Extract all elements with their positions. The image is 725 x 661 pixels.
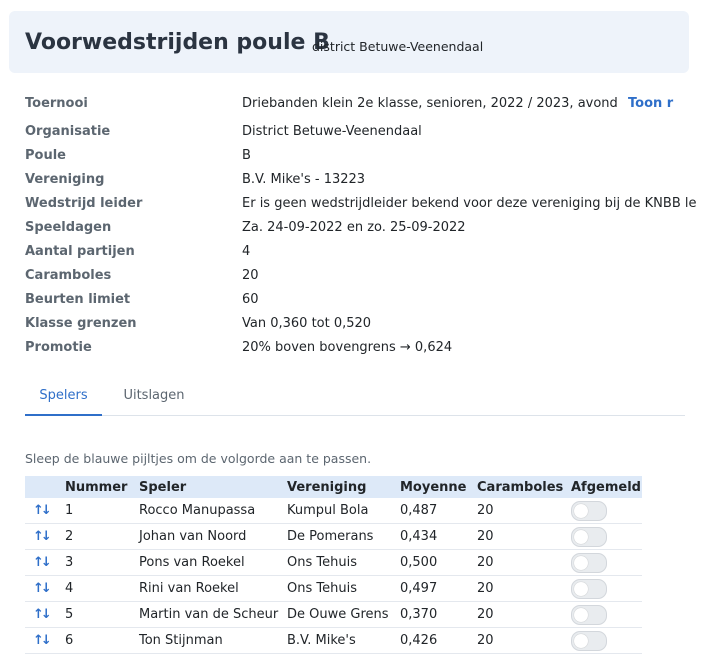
info-row-wedstrijdleider [25,196,725,216]
table-row [25,576,642,602]
column-header-vereniging[interactable]: Vereniging [283,476,396,498]
cell-vereniging: Kumpul Bola [283,498,396,524]
afgemeld-toggle[interactable] [571,501,607,521]
cell-nummer: 2 [61,524,135,550]
drag-hint: Sleep de blauwe pijltjes om de volgorde aan te passen. [25,451,372,466]
sort-arrows-icon[interactable]: ↑↓ [33,503,49,518]
info-value: 60 [242,292,259,307]
table-header-row [25,476,642,498]
page-header [9,11,689,73]
cell-moyenne: 0,434 [396,524,473,550]
table-row [25,628,642,654]
cell-caramboles: 20 [473,576,567,602]
cell-vereniging: De Ouwe Grens [283,602,396,628]
sort-arrows-icon[interactable]: ↑↓ [33,633,49,648]
info-label: Speeldagen [25,220,112,235]
tab-uitslagen[interactable]: Uitslagen [123,388,185,403]
cell-moyenne: 0,487 [396,498,473,524]
info-row-caramboles [25,268,725,288]
toggle-knob [574,556,588,570]
info-row-organisatie [25,124,725,144]
sort-arrows-icon[interactable]: ↑↓ [33,581,49,596]
cell-speler: Ton Stijnman [135,628,283,654]
info-label: Beurten limiet [25,292,131,307]
cell-nummer: 6 [61,628,135,654]
cell-nummer: 5 [61,602,135,628]
sort-arrows-icon[interactable]: ↑↓ [33,529,49,544]
cell-moyenne: 0,500 [396,550,473,576]
cell-caramboles: 20 [473,498,567,524]
afgemeld-toggle[interactable] [571,579,607,599]
info-label: Klasse grenzen [25,316,137,331]
toggle-knob [574,608,588,622]
table-row [25,550,642,576]
cell-speler: Johan van Noord [135,524,283,550]
cell-nummer: 4 [61,576,135,602]
info-row-vereniging [25,172,725,192]
cell-caramboles: 20 [473,602,567,628]
table-row [25,602,642,628]
info-row-poule [25,148,725,168]
info-label: Organisatie [25,124,111,139]
tab-spelers[interactable]: Spelers [25,378,102,416]
cell-nummer: 1 [61,498,135,524]
info-value: B.V. Mike's - 13223 [242,172,366,187]
column-header-speler[interactable]: Speler [135,476,283,498]
cell-moyenne: 0,497 [396,576,473,602]
toggle-knob [574,582,588,596]
cell-vereniging: B.V. Mike's [283,628,396,654]
info-label: Caramboles [25,268,112,283]
afgemeld-toggle[interactable] [571,631,607,651]
cell-vereniging: Ons Tehuis [283,576,396,602]
cell-speler: Rocco Manupassa [135,498,283,524]
column-header-caramboles[interactable]: Caramboles [473,476,567,498]
page-subtitle: district Betuwe-Veenendaal [312,39,484,54]
table-row [25,498,642,524]
cell-nummer: 3 [61,550,135,576]
info-value: 20 [242,268,259,283]
info-value: Za. 24-09-2022 en zo. 25-09-2022 [242,220,466,235]
info-value: Er is geen wedstrijdleider bekend voor deze vereniging bij de KNBB le [242,196,697,211]
cell-caramboles: 20 [473,550,567,576]
column-header-moyenne[interactable]: Moyenne [396,476,473,498]
cell-vereniging: De Pomerans [283,524,396,550]
info-row-toernooi [25,96,725,116]
sort-arrows-icon[interactable]: ↑↓ [33,607,49,622]
toggle-knob [574,504,588,518]
afgemeld-toggle[interactable] [571,527,607,547]
afgemeld-toggle[interactable] [571,553,607,573]
cell-vereniging: Ons Tehuis [283,550,396,576]
afgemeld-toggle[interactable] [571,605,607,625]
tab-bar [25,378,685,416]
cell-caramboles: 20 [473,628,567,654]
info-value: B [242,148,251,163]
info-row-beurten-limiet [25,292,725,312]
info-value: 4 [242,244,251,259]
info-row-speeldagen [25,220,725,240]
cell-moyenne: 0,370 [396,602,473,628]
toggle-knob [574,530,588,544]
info-value: Van 0,360 tot 0,520 [242,316,372,331]
info-row-klasse-grenzen [25,316,725,336]
players-table [25,476,642,654]
cell-moyenne: 0,426 [396,628,473,654]
toggle-knob [574,634,588,648]
table-row [25,524,642,550]
info-value: 20% boven bovengrens → 0,624 [242,340,453,355]
cell-speler: Rini van Roekel [135,576,283,602]
info-label: Aantal partijen [25,244,135,259]
column-header-drag [25,476,61,498]
info-row-promotie [25,340,725,360]
cell-speler: Pons van Roekel [135,550,283,576]
info-value: District Betuwe-Veenendaal [242,124,422,139]
cell-caramboles: 20 [473,524,567,550]
page-title: Voorwedstrijden poule B [25,30,330,55]
cell-speler: Martin van de Scheur [135,602,283,628]
info-label: Vereniging [25,172,105,187]
info-row-aantal-partijen [25,244,725,264]
column-header-nummer[interactable]: Nummer [61,476,135,498]
info-label: Promotie [25,340,92,355]
info-value: Driebanden klein 2e klasse, senioren, 2022 / 2023, avond [242,96,618,111]
show-more-link[interactable]: Toon r [628,96,674,111]
column-header-afgemeld[interactable]: Afgemeld [567,476,642,498]
sort-arrows-icon[interactable]: ↑↓ [33,555,49,570]
info-label: Toernooi [25,96,88,111]
info-label: Wedstrijd leider [25,196,143,211]
info-label: Poule [25,148,66,163]
